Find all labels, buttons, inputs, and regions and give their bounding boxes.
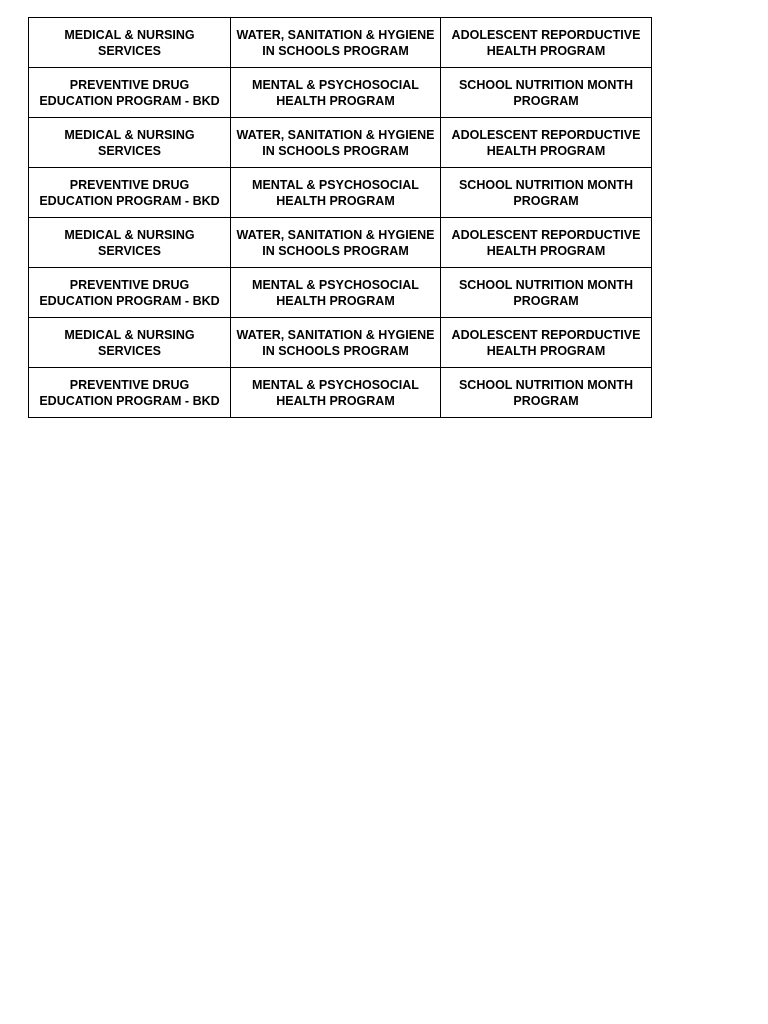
- table-cell: [29, 268, 231, 318]
- table-cell: [231, 68, 441, 118]
- cell-text: MENTAL & PSYCHOSOCIAL HEALTH PROGRAM: [252, 377, 419, 408]
- table-cell: [441, 68, 652, 118]
- table-cell: [29, 68, 231, 118]
- table-row: [29, 318, 652, 368]
- cell-text: PREVENTIVE DRUG EDUCATION PROGRAM - BKD: [39, 77, 220, 108]
- program-label-table: [28, 17, 652, 418]
- cell-text: ADOLESCENT REPORDUCTIVE HEALTH PROGRAM: [451, 227, 641, 258]
- table-row: [29, 218, 652, 268]
- cell-text: PREVENTIVE DRUG EDUCATION PROGRAM - BKD: [39, 377, 220, 408]
- table-cell: [231, 118, 441, 168]
- cell-text: PREVENTIVE DRUG EDUCATION PROGRAM - BKD: [39, 277, 220, 308]
- cell-text: WATER, SANITATION & HYGIENE IN SCHOOLS PROGRAM: [236, 327, 435, 358]
- cell-text: ADOLESCENT REPORDUCTIVE HEALTH PROGRAM: [451, 127, 641, 158]
- cell-text: MEDICAL & NURSING SERVICES: [64, 227, 195, 258]
- table-cell: [231, 318, 441, 368]
- cell-text: MENTAL & PSYCHOSOCIAL HEALTH PROGRAM: [252, 77, 419, 108]
- table-row: [29, 68, 652, 118]
- table-cell: [441, 268, 652, 318]
- table-cell: [441, 18, 652, 68]
- table-cell: [231, 168, 441, 218]
- cell-text: PREVENTIVE DRUG EDUCATION PROGRAM - BKD: [39, 177, 220, 208]
- cell-text: WATER, SANITATION & HYGIENE IN SCHOOLS PROGRAM: [236, 127, 435, 158]
- cell-text: SCHOOL NUTRITION MONTH PROGRAM: [458, 377, 634, 408]
- cell-text: SCHOOL NUTRITION MONTH PROGRAM: [458, 77, 634, 108]
- table-cell: [441, 318, 652, 368]
- cell-text: MEDICAL & NURSING SERVICES: [64, 327, 195, 358]
- cell-text: SCHOOL NUTRITION MONTH PROGRAM: [458, 177, 634, 208]
- table-cell: [29, 318, 231, 368]
- table-cell: [231, 18, 441, 68]
- table-cell: [29, 218, 231, 268]
- cell-text: ADOLESCENT REPORDUCTIVE HEALTH PROGRAM: [451, 327, 641, 358]
- table-cell: [441, 168, 652, 218]
- table-cell: [29, 368, 231, 418]
- table-cell: [441, 218, 652, 268]
- cell-text: WATER, SANITATION & HYGIENE IN SCHOOLS PROGRAM: [236, 27, 435, 58]
- table-cell: [29, 18, 231, 68]
- table-cell: [231, 368, 441, 418]
- cell-text: WATER, SANITATION & HYGIENE IN SCHOOLS PROGRAM: [236, 227, 435, 258]
- cell-text: MEDICAL & NURSING SERVICES: [64, 127, 195, 158]
- table-row: [29, 168, 652, 218]
- cell-text: MENTAL & PSYCHOSOCIAL HEALTH PROGRAM: [252, 277, 419, 308]
- cell-text: MENTAL & PSYCHOSOCIAL HEALTH PROGRAM: [252, 177, 419, 208]
- table-row: [29, 368, 652, 418]
- table-cell: [29, 118, 231, 168]
- cell-text: ADOLESCENT REPORDUCTIVE HEALTH PROGRAM: [451, 27, 641, 58]
- table-cell: [441, 368, 652, 418]
- table-cell: [29, 168, 231, 218]
- table-row: [29, 18, 652, 68]
- table-cell: [231, 268, 441, 318]
- table-row: [29, 268, 652, 318]
- cell-text: MEDICAL & NURSING SERVICES: [64, 27, 195, 58]
- table-cell: [231, 218, 441, 268]
- cell-text: SCHOOL NUTRITION MONTH PROGRAM: [458, 277, 634, 308]
- table-cell: [441, 118, 652, 168]
- table-row: [29, 118, 652, 168]
